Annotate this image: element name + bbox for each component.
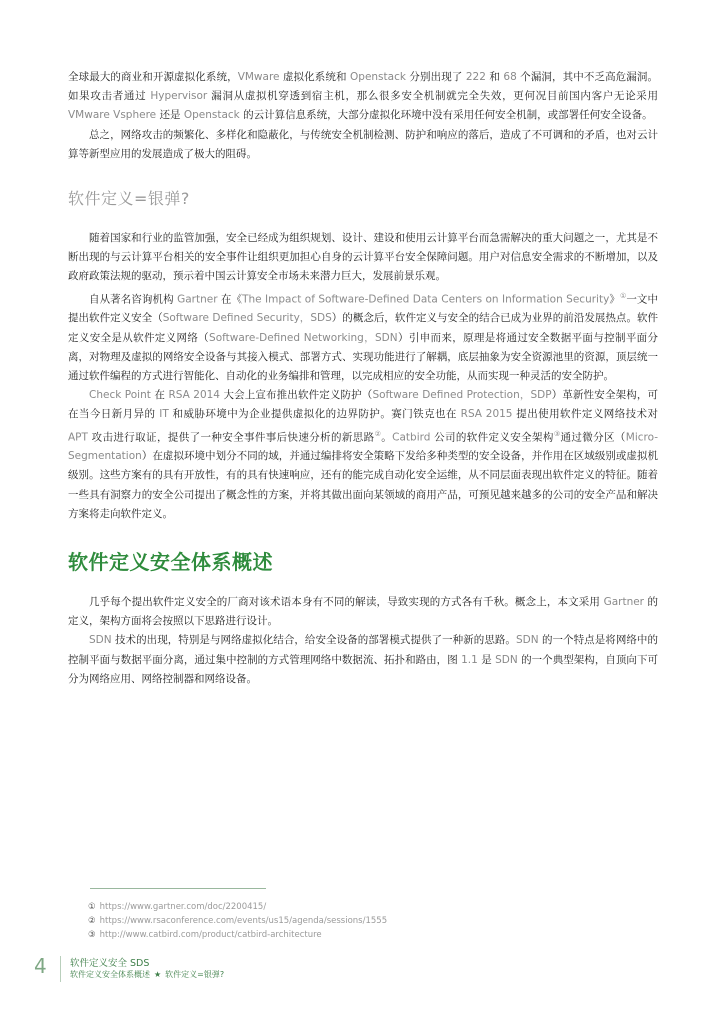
section2-paragraph-2: SDN 技术的出现，特别是与网络虚拟化结合，给安全设备的部署模式提供了一种新的思路。SDN 的一个特点是将网络中的控制平面与数据平面分离，通过集中控制的方式管理网络中数据流、拓扑和路由，图 1.1 是 SDN 的一个典型架构，自顶向下可分为网络应用、网络控制器和网络设备。: [68, 634, 658, 685]
footnote-ref-1: ①: [619, 291, 627, 300]
section-heading-overview: 软件定义安全体系概述: [68, 550, 273, 575]
footnote-item: ① https://www.gartner.com/doc/2200415/: [88, 902, 267, 912]
breadcrumb-item[interactable]: 软件定义=银弹?: [165, 970, 225, 979]
footer-title: 软件定义安全 SDS: [70, 958, 150, 969]
page-number: 4: [34, 954, 47, 978]
footnote-link[interactable]: https://www.gartner.com/doc/2200415/: [99, 902, 267, 912]
footer-divider: [60, 956, 61, 982]
section-heading-silver-bullet: 软件定义=银弹?: [68, 189, 190, 209]
page-footer: [0, 954, 724, 994]
intro-paragraph-1: 全球最大的商业和开源虚拟化系统，VMware 虚拟化系统和 Openstack 分别出现了 222 和 68 个漏洞，其中不乏高危漏洞。如果攻击者通过 Hypervisor 漏洞从虚拟机穿透到宿主机，那么很多安全机制就完全失效，更何况目前国内客户无论采用 VMware Vsphere 还是 Openstack 的云计算信息系统，大部分虚拟化环境中没有采用任何安全机制，或部署任何安全设备。: [68, 71, 658, 122]
footnote-divider: [90, 888, 266, 889]
breadcrumb: [70, 969, 224, 980]
footnote-link[interactable]: https://www.rsaconference.com/events/us15/agenda/sessions/1555: [99, 916, 388, 926]
footnote-ref-3: ③: [553, 429, 561, 438]
intro-paragraph-2: 总之，网络攻击的频繁化、多样化和隐蔽化，与传统安全机制检测、防护和响应的落后，造成了不可调和的矛盾，也对云计算等新型应用的发展造成了极大的阻碍。: [68, 128, 658, 160]
section1-paragraph-2: 自从著名咨询机构 Gartner 在《The Impact of Software-Defined Data Centers on Information Security》①一文中提出软件定义安全（Software Defined Security，SDS）的概念后，软件定义与安全的结合已成为业界的前沿发展热点。软件定义安全是从软件定义网络（Software-Defined Networking，SDN）引申而来，原理是将通过安全数据平面与控制平面分离，对物理及虚拟的网络安全设备与其接入模式、部署方式、实现功能进行了解耦，底层抽象为安全资源池里的资源，顶层统一通过软件编程的方式进行智能化、自动化的业务编排和管理，以完成相应的安全功能，从而实现一种灵活的安全防护。: [68, 291, 659, 382]
star-icon: ★: [154, 970, 162, 979]
footnote-ref-2: ②: [374, 429, 382, 438]
section1-paragraph-1: 随着国家和行业的监管加强，安全已经成为组织规划、设计、建设和使用云计算平台而急需解决的重大问题之一，尤其是不断出现的与云计算平台相关的安全事件让组织更加担心自身的云计算平台安全保障问题。用户对信息安全需求的不断增加，以及政府政策法规的驱动，预示着中国云计算安全市场未来潜力巨大，发展前景乐观。: [68, 232, 658, 283]
section1-paragraph-3: Check Point 在 RSA 2014 大会上宣布推出软件定义防护（Software Defined Protection，SDP）革新性安全架构，可在当今日新月异的 IT 和威胁环境中为企业提供虚拟化的边界防护。赛门铁克也在 RSA 2015 提出使用软件定义网络技术对 APT 攻击进行取证，提供了一种安全事件事后快速分析的新思路②。Catbird 公司的软件定义安全架构③通过微分区（Micro-Segmentation）在虚拟环境中划分不同的域，并通过编排将安全策略下发给多种类型的安全设备，并作用在区域级别或虚拟机级别。这些方案有的具有开放性，有的具有快速响应，还有的能完成自动化安全运维，从不同层面表现出软件定义的特征。随着一些具有洞察力的安全公司提出了概念性的方案，并将其做出面向某领域的商用产品，可预见越来越多的公司的安全产品和解决方案将走向软件定义。: [68, 389, 659, 520]
footnote-link[interactable]: http://www.catbird.com/product/catbird-architecture: [99, 930, 322, 940]
section2-paragraph-1: 几乎每个提出软件定义安全的厂商对该术语本身有不同的解读，导致实现的方式各有千秋。概念上，本文采用 Gartner 的定义，架构方面将会按照以下思路进行设计。: [68, 596, 658, 628]
footnote-item: ③ http://www.catbird.com/product/catbird-architecture: [88, 930, 322, 940]
footnote-item: ② https://www.rsaconference.com/events/us15/agenda/sessions/1555: [88, 916, 388, 926]
breadcrumb-item[interactable]: 软件定义安全体系概述: [70, 970, 150, 979]
footnotes: [88, 900, 648, 942]
main-content: [68, 68, 658, 689]
